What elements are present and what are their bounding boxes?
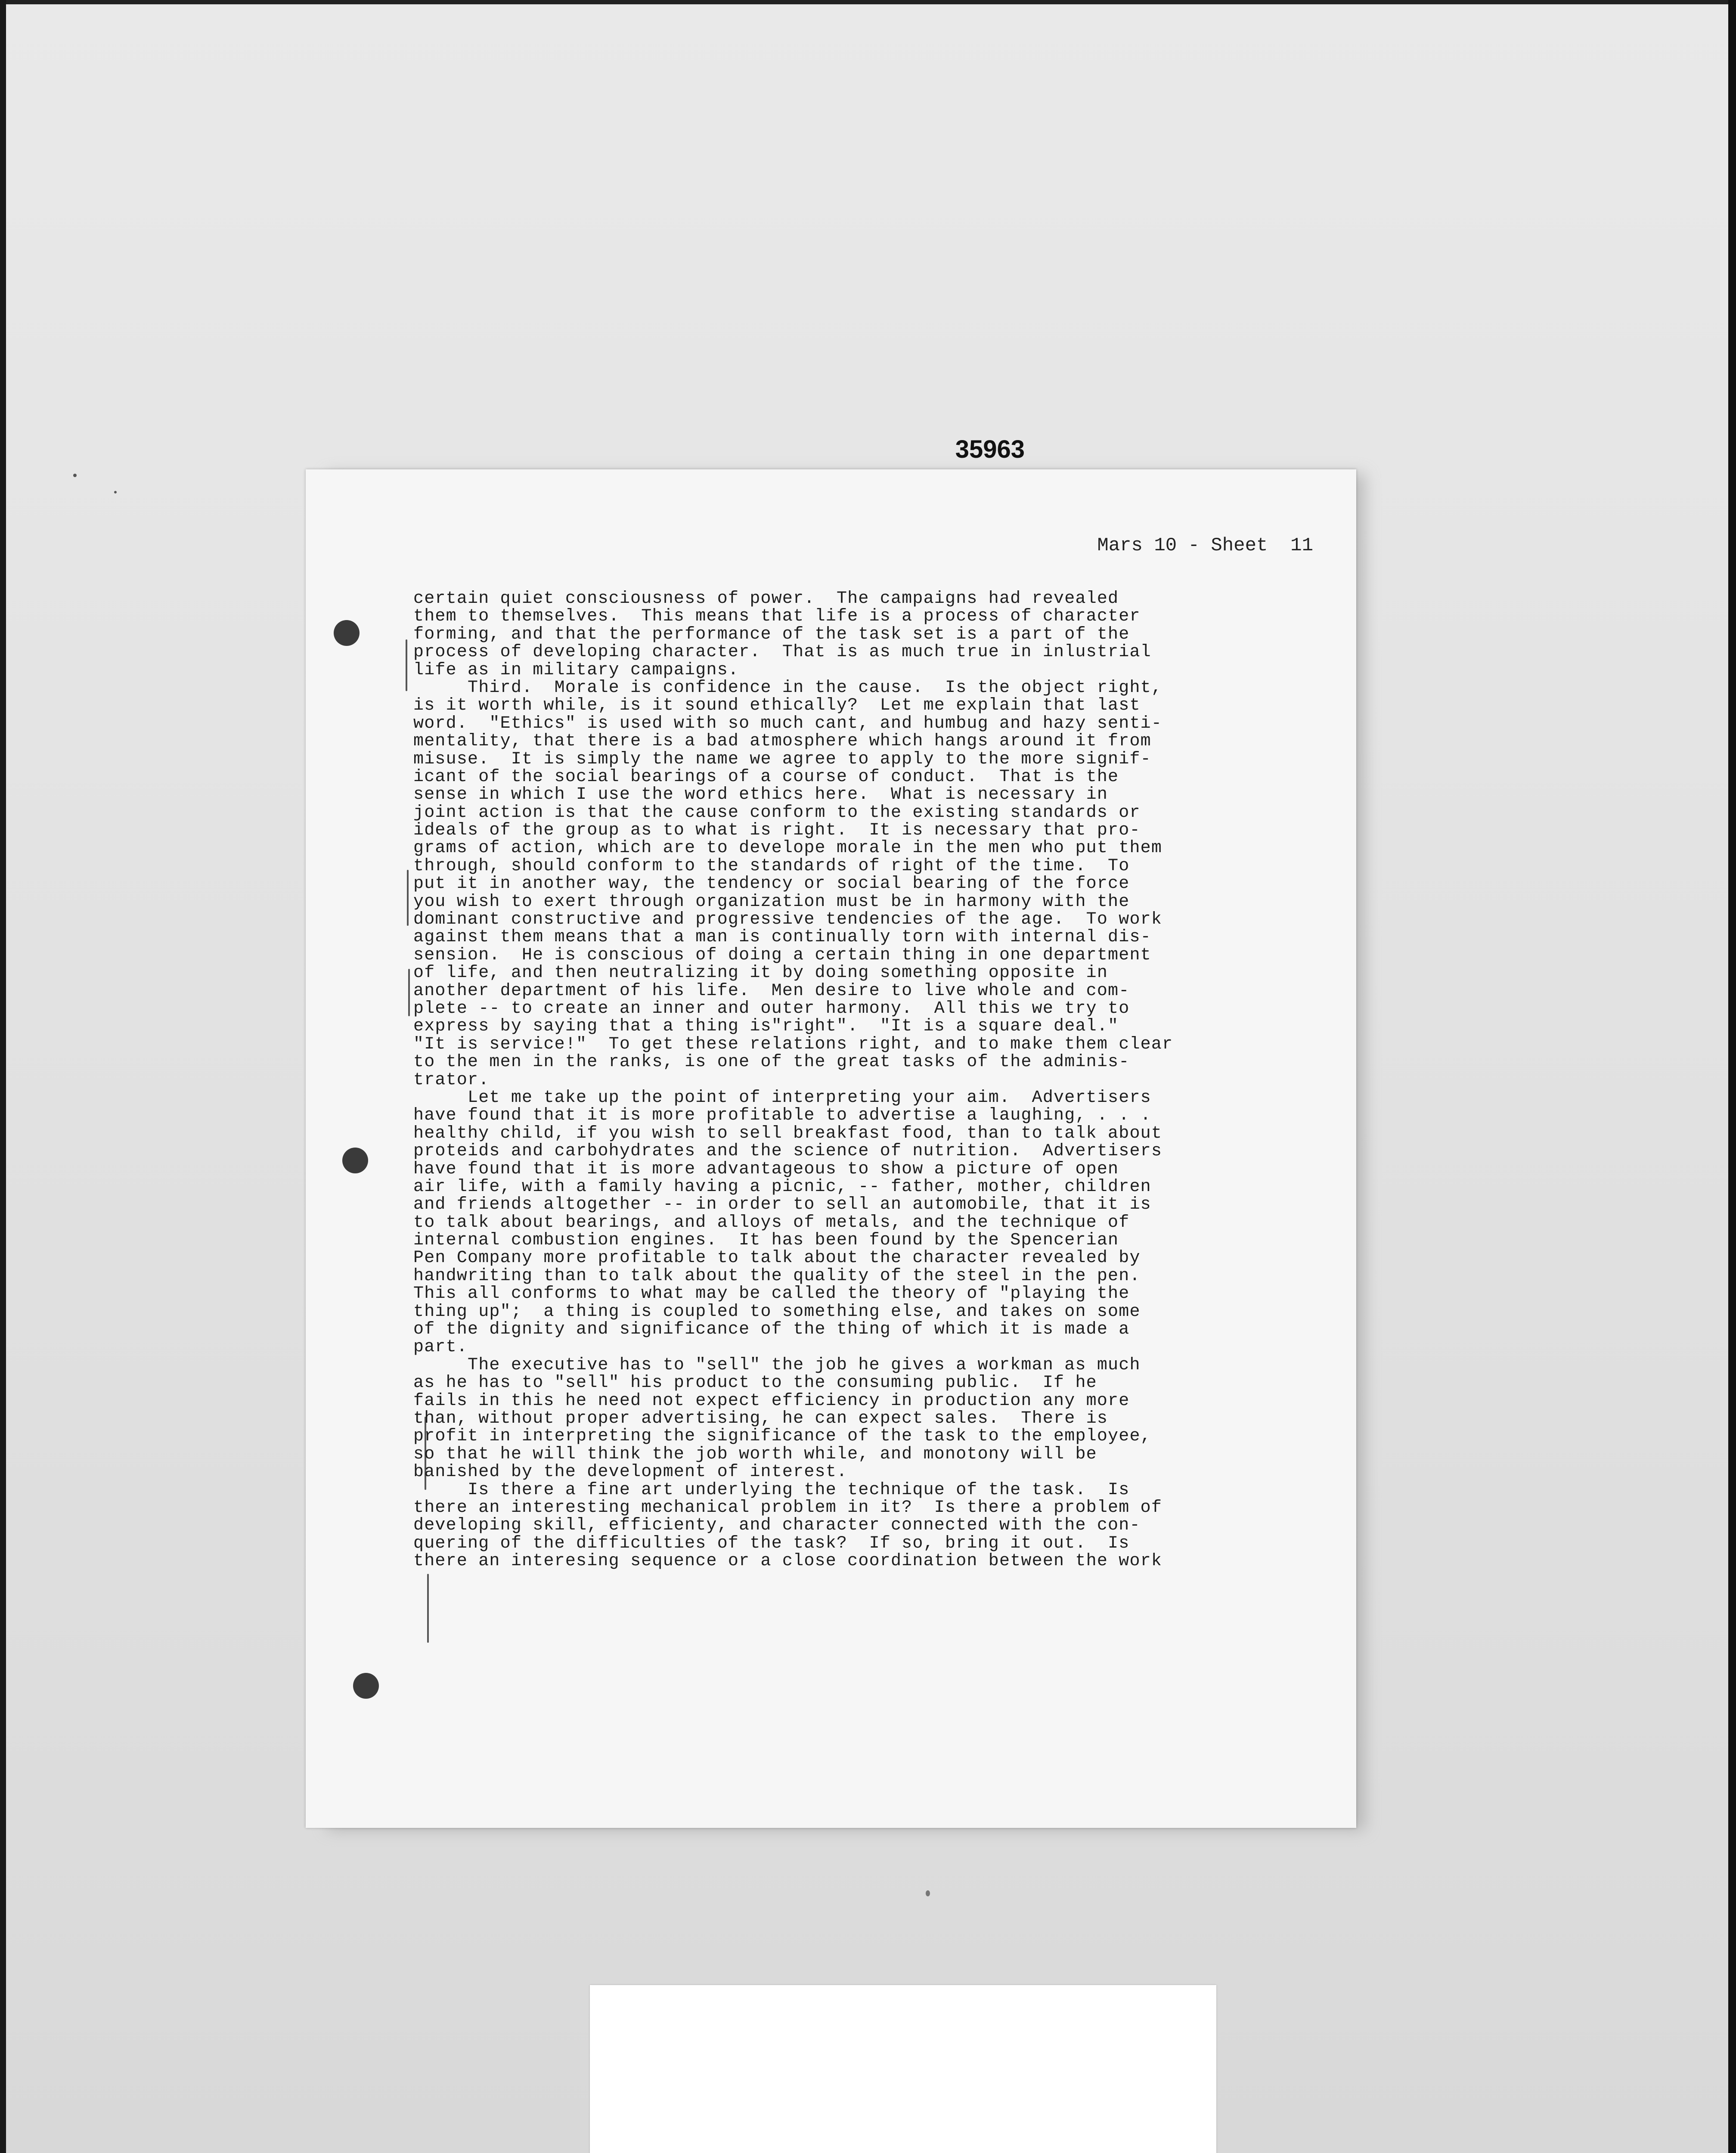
text-line: icant of the social bearings of a course of conduct. That is the [413,768,1119,786]
text-line: have found that it is more profitable to advertise a laughing, . . . [413,1107,1151,1125]
text-line: trator. [413,1071,490,1089]
text-line: Is there a fine art underlying the technique of the task. Is [413,1481,1130,1499]
film-border-top [0,0,1736,4]
text-line: This all conforms to what may be called the theory of "playing the [413,1285,1130,1303]
text-line: you wish to exert through organization must be in harmony with the [413,893,1130,911]
text-line: against them means that a man is continually torn with internal dis- [413,928,1151,946]
text-line: internal combustion engines. It has been found by the Spencerian [413,1232,1119,1250]
text-line: proteids and carbohydrates and the science of nutrition. Advertisers [413,1142,1162,1160]
text-line: mentality, that there is a bad atmosphere which hangs around it from [413,732,1151,751]
typed-body-text [413,590,1322,1570]
text-line: express by saying that a thing is"right". "It is a square deal." [413,1018,1119,1036]
margin-mark [408,969,410,1016]
text-line: life as in military campaigns. [413,661,739,679]
text-line: profit in interpreting the significance of the task to the employee, [413,1427,1151,1446]
text-line: grams of action, which are to develope morale in the men who put them [413,839,1162,857]
film-speck [73,474,77,477]
text-line: is it worth while, is it sound ethically? Let me explain that last [413,697,1141,715]
text-line: joint action is that the cause conform to the existing standards or [413,803,1141,822]
text-line: so that he will think the job worth while, and monotony will be [413,1445,1097,1464]
margin-mark [427,1574,429,1643]
punch-hole-bottom [353,1673,379,1699]
text-line: there an interesing sequence or a close coordination between the work [413,1552,1162,1570]
text-line: and friends altogether -- in order to sell an automobile, that it is [413,1196,1151,1214]
text-line: The executive has to "sell" the job he gives a workman as much [413,1356,1141,1374]
text-line: certain quiet consciousness of power. The campaigns had revealed [413,590,1119,608]
text-line: through, should conform to the standards of right of the time. To [413,857,1130,875]
text-line: "It is service!" To get these relations right, and to make them clear [413,1035,1173,1054]
text-line: process of developing character. That is as much true in inlustrial [413,643,1151,661]
film-border-right [1728,0,1736,2153]
text-line: ideals of the group as to what is right. It is necessary that pro- [413,822,1141,840]
text-line: have found that it is more advantageous to show a picture of open [413,1160,1119,1178]
margin-mark [407,870,409,926]
film-speck [114,491,117,493]
text-line: banished by the development of interest. [413,1463,848,1481]
text-line: word. "Ethics" is used with so much cant, and humbug and hazy senti- [413,714,1162,733]
punch-hole-middle [342,1148,368,1173]
text-line: Pen Company more profitable to talk about the character revealed by [413,1249,1141,1267]
text-line: thing up"; a thing is coupled to something else, and takes on some [413,1303,1141,1321]
text-line: them to themselves. This means that life is a process of character [413,608,1141,626]
text-line: developing skill, efficienty, and character connected with the con- [413,1517,1141,1535]
text-line: air life, with a family having a picnic, -- father, mother, children [413,1178,1151,1196]
document-sheet [306,469,1356,1828]
punch-hole-top [334,620,360,646]
text-line: Third. Morale is confidence in the cause. Is the object right, [413,679,1162,697]
text-line: of the dignity and significance of the thing of which it is made a [413,1321,1130,1339]
text-line: part. [413,1338,468,1356]
text-line: handwriting than to talk about the quality of the steel in the pen. [413,1267,1141,1285]
margin-mark [406,639,407,691]
text-line: quering of the difficulties of the task? If so, bring it out. Is [413,1534,1130,1553]
text-line: than, without proper advertising, he can expect sales. There is [413,1409,1108,1428]
text-line: to the men in the ranks, is one of the great tasks of the adminis- [413,1053,1130,1071]
text-line: another department of his life. Men desire to live whole and com- [413,982,1130,1000]
text-line: Let me take up the point of interpreting your aim. Advertisers [413,1089,1151,1107]
sheet-header: Mars 10 - Sheet 11 [1097,535,1313,556]
text-line: plete -- to create an inner and outer harmony. All this we try to [413,999,1130,1018]
text-line: as he has to "sell" his product to the consuming public. If he [413,1374,1097,1392]
text-line: put it in another way, the tendency or social bearing of the force [413,875,1130,893]
text-line: healthy child, if you wish to sell breakfast food, than to talk about [413,1124,1162,1143]
text-line: to talk about bearings, and alloys of metals, and the technique of [413,1213,1130,1232]
text-line: there an interesting mechanical problem in it? Is there a problem of [413,1498,1162,1517]
text-line: fails in this he need not expect efficiency in production any more [413,1392,1130,1410]
film-speck [926,1890,930,1896]
text-line: sension. He is conscious of doing a certain thing in one department [413,946,1151,965]
film-border-left [0,0,6,2153]
collection-label-card [590,1985,1216,2153]
text-line: forming, and that the performance of the task set is a part of the [413,625,1130,644]
document-number: 35963 [955,435,1025,463]
text-line: sense in which I use the word ethics here. What is necessary in [413,786,1108,804]
text-line: of life, and then neutralizing it by doing something opposite in [413,964,1108,982]
text-line: dominant constructive and progressive tendencies of the age. To work [413,911,1162,929]
text-line: misuse. It is simply the name we agree to apply to the more signif- [413,750,1151,768]
